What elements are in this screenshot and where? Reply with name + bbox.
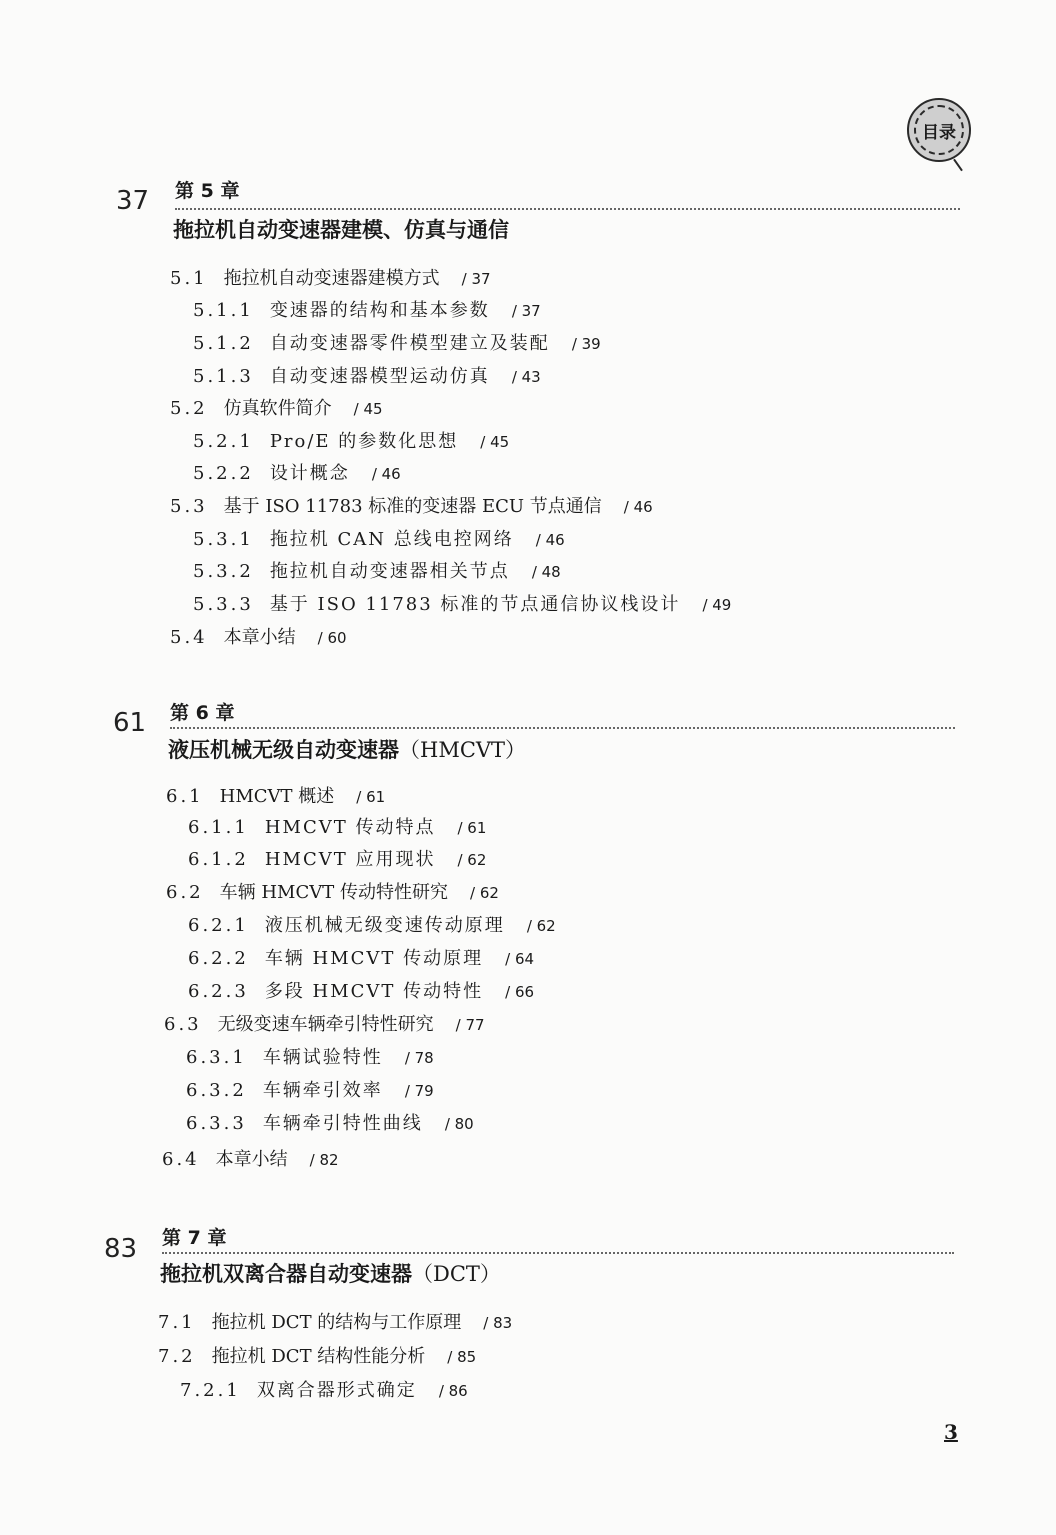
toc-entry-6-3-3[interactable]: 6.3.3 车辆牵引特性曲线 / 80 <box>186 1113 474 1134</box>
chapter-divider <box>175 208 960 210</box>
page-number: 3 <box>944 1420 958 1444</box>
toc-entry-5-4[interactable]: 5.4 本章小结 / 60 <box>170 627 347 648</box>
toc-entry-5-1-1[interactable]: 5.1.1 变速器的结构和基本参数 / 37 <box>193 300 541 321</box>
chapter-title: 拖拉机自动变速器建模、仿真与通信 <box>173 218 509 242</box>
chapter-label: 第 5 章 <box>175 180 240 202</box>
toc-entry-5-2-1[interactable]: 5.2.1 Pro/E 的参数化思想 / 45 <box>193 431 510 452</box>
toc-entry-6-2-3[interactable]: 6.2.3 多段 HMCVT 传动特性 / 66 <box>188 981 535 1002</box>
toc-badge <box>907 98 971 162</box>
toc-entry-6-1[interactable]: 6.1 HMCVT 概述 / 61 <box>166 786 386 807</box>
badge-label: 目录 <box>922 122 956 143</box>
toc-entry-5-3-1[interactable]: 5.3.1 拖拉机 CAN 总线电控网络 / 46 <box>193 529 565 550</box>
toc-entry-6-1-1[interactable]: 6.1.1 HMCVT 传动特点 / 61 <box>188 817 487 838</box>
toc-entry-7-2[interactable]: 7.2 拖拉机 DCT 结构性能分析 / 85 <box>158 1346 477 1367</box>
toc-entry-5-1-3[interactable]: 5.1.3 自动变速器模型运动仿真 / 43 <box>193 366 541 387</box>
chapter-page-number: 83 <box>104 1234 138 1264</box>
chapter-label: 第 6 章 <box>170 702 235 724</box>
toc-entry-6-3-2[interactable]: 6.3.2 车辆牵引效率 / 79 <box>186 1080 434 1101</box>
toc-entry-6-2-1[interactable]: 6.2.1 液压机械无级变速传动原理 / 62 <box>188 915 556 936</box>
toc-entry-5-3-2[interactable]: 5.3.2 拖拉机自动变速器相关节点 / 48 <box>193 561 561 582</box>
chapter-divider <box>162 1252 954 1254</box>
toc-entry-5-3[interactable]: 5.3 基于 ISO 11783 标准的变速器 ECU 节点通信 / 46 <box>170 496 653 517</box>
toc-entry-6-1-2[interactable]: 6.1.2 HMCVT 应用现状 / 62 <box>188 849 487 870</box>
toc-entry-7-2-1[interactable]: 7.2.1 双离合器形式确定 / 86 <box>180 1380 468 1401</box>
chapter-label: 第 7 章 <box>162 1227 227 1249</box>
toc-entry-5-1[interactable]: 5.1 拖拉机自动变速器建模方式 / 37 <box>170 268 491 289</box>
toc-entry-6-2-2[interactable]: 6.2.2 车辆 HMCVT 传动原理 / 64 <box>188 948 535 969</box>
chapter-divider <box>170 727 955 729</box>
toc-entry-5-2[interactable]: 5.2 仿真软件简介 / 45 <box>170 398 383 419</box>
toc-entry-5-2-2[interactable]: 5.2.2 设计概念 / 46 <box>193 463 401 484</box>
chapter-title: 液压机械无级自动变速器（HMCVT） <box>168 738 527 762</box>
chapter-page-number: 61 <box>113 708 147 738</box>
toc-entry-6-2[interactable]: 6.2 车辆 HMCVT 传动特性研究 / 62 <box>166 882 499 903</box>
chapter-title: 拖拉机双离合器自动变速器（DCT） <box>160 1262 501 1286</box>
toc-entry-5-1-2[interactable]: 5.1.2 自动变速器零件模型建立及装配 / 39 <box>193 333 601 354</box>
toc-entry-6-3-1[interactable]: 6.3.1 车辆试验特性 / 78 <box>186 1047 434 1068</box>
toc-entry-7-1[interactable]: 7.1 拖拉机 DCT 的结构与工作原理 / 83 <box>158 1312 513 1333</box>
toc-entry-6-4[interactable]: 6.4 本章小结 / 82 <box>162 1149 339 1170</box>
chapter-page-number: 37 <box>116 186 150 216</box>
toc-entry-6-3[interactable]: 6.3 无级变速车辆牵引特性研究 / 77 <box>164 1014 485 1035</box>
toc-entry-5-3-3[interactable]: 5.3.3 基于 ISO 11783 标准的节点通信协议栈设计 / 49 <box>193 594 732 615</box>
